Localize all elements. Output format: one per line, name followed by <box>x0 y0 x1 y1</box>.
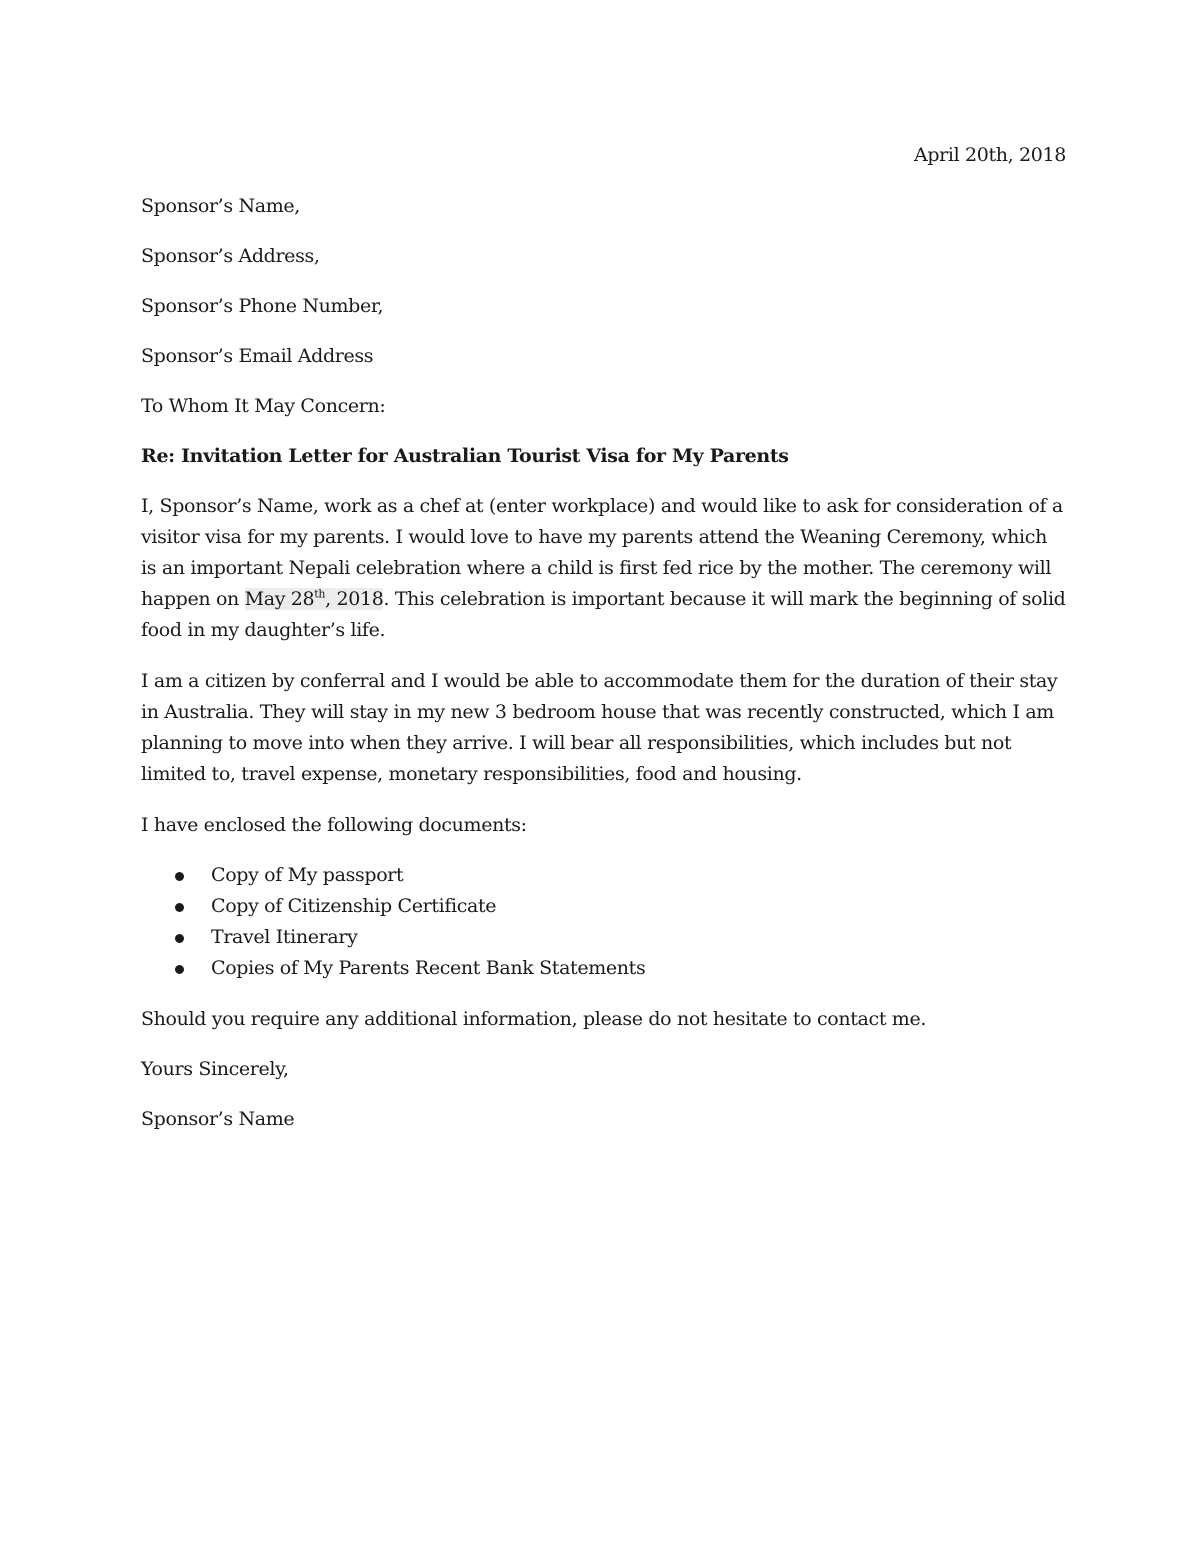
ceremony-date-ordinal: th <box>314 587 326 601</box>
sign-off: Yours Sincerely, <box>141 1058 289 1080</box>
list-item-text: Copy of Citizenship Certificate <box>211 895 497 917</box>
letter-page <box>141 140 1066 1154</box>
salutation: To Whom It May Concern: <box>141 395 386 417</box>
ceremony-date <box>245 588 384 610</box>
enclosed-documents-list <box>141 860 1066 984</box>
paragraph-1-intro: I, Sponsor’s Name, work as a chef at (enter workplace) and would like to ask for consideration of a visitor visa for my parents. I would love to have my parents attend the Weaning Ceremony, which is an important Nepali celebration where a child is first fed rice by the mother. The ceremony will happen on <box>141 495 1063 610</box>
ceremony-date-main: May 28 <box>244 588 315 610</box>
list-item <box>141 891 1066 922</box>
closing-paragraph: Should you require any additional information, please do not hesitate to contact me. <box>141 1008 927 1030</box>
letter-date: April 20th, 2018 <box>913 144 1066 166</box>
ceremony-date-year: , 2018 <box>325 588 384 610</box>
list-item <box>141 860 1066 891</box>
bullet-icon <box>175 934 184 943</box>
sponsor-phone-line: Sponsor’s Phone Number, <box>141 295 384 317</box>
body-paragraph-1 <box>141 491 1066 646</box>
sponsor-address-line: Sponsor’s Address, <box>141 245 320 267</box>
sponsor-name-line: Sponsor’s Name, <box>141 195 300 217</box>
body-paragraph-2: I am a citizen by conferral and I would be able to accommodate them for the duration of their stay in Australia. They will stay in my new 3 bedroom house that was recently constructed, which I am planning to move into when they arrive. I will bear all responsibilities, which includes but not limited to, travel expense, monetary responsibilities, food and housing. <box>141 670 1058 785</box>
list-item-text: Travel Itinerary <box>211 926 358 948</box>
list-item-text: Copy of My passport <box>211 864 404 886</box>
bullet-icon <box>175 872 184 881</box>
bullet-icon <box>175 965 184 974</box>
list-item <box>141 953 1066 984</box>
list-item-text: Copies of My Parents Recent Bank Statements <box>211 957 646 979</box>
sponsor-email-line: Sponsor’s Email Address <box>141 345 374 367</box>
list-item <box>141 922 1066 953</box>
signature-name: Sponsor’s Name <box>141 1108 295 1130</box>
bullet-icon <box>175 903 184 912</box>
paragraph-1-rest: . This celebration is important because it will mark the beginning of solid food in my daughter’s life. <box>141 588 1066 641</box>
subject-line: Re: Invitation Letter for Australian Tourist Visa for My Parents <box>141 445 789 467</box>
enclosed-intro: I have enclosed the following documents: <box>141 814 527 836</box>
